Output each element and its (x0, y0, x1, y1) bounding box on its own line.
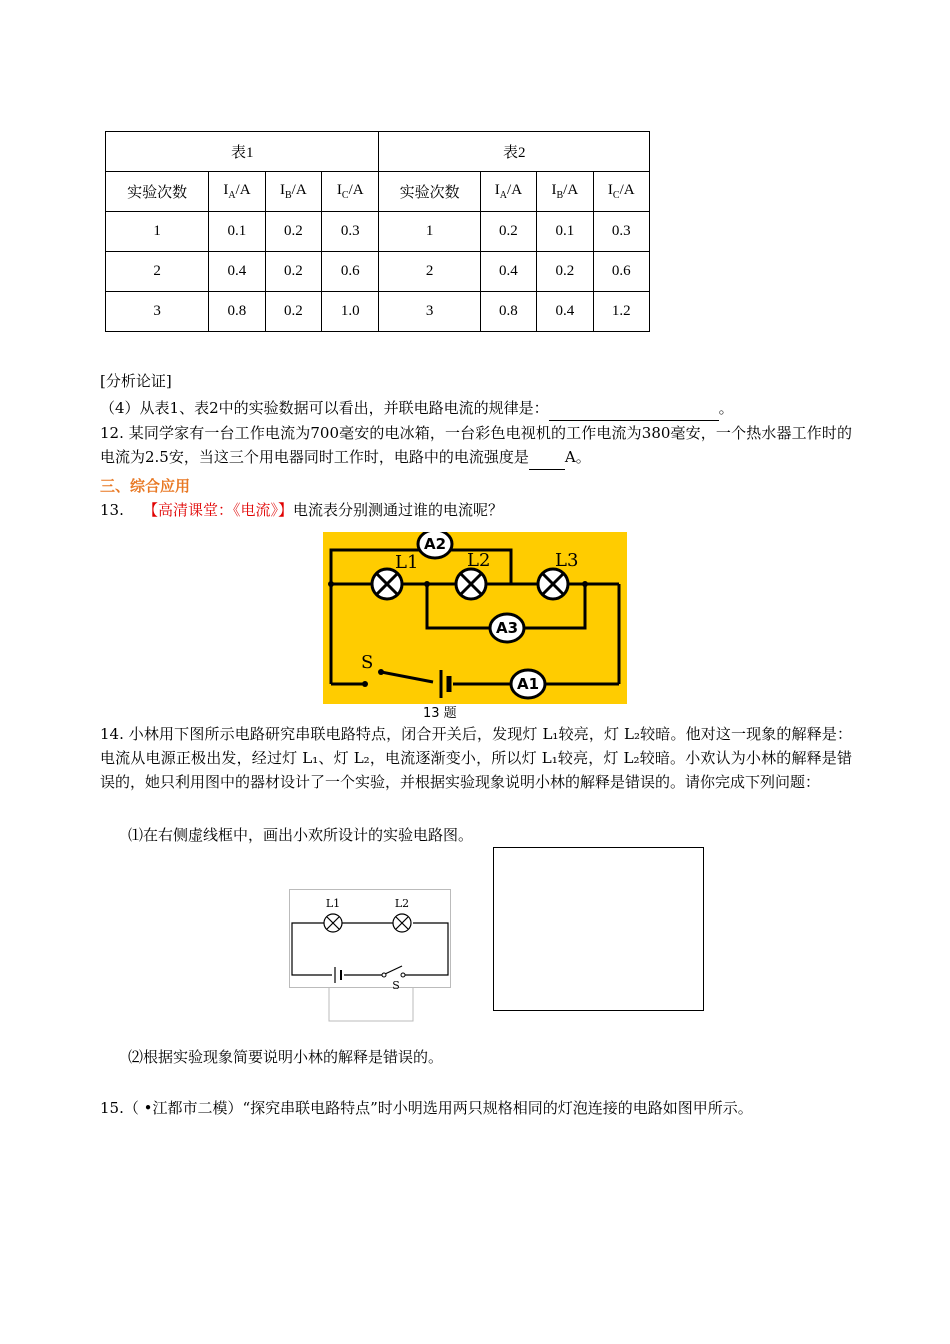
cell: 0.6 (322, 252, 379, 292)
cell: 0.3 (322, 212, 379, 252)
experiment-table (105, 131, 650, 332)
switch-label: S (361, 652, 374, 673)
table-header-row (106, 172, 650, 212)
table-row (106, 212, 650, 252)
cell: 1.2 (593, 292, 649, 332)
answer-blank[interactable] (549, 396, 719, 421)
analysis-heading: [分析论证] (100, 372, 172, 390)
question-4-text: （4）从表1、表2中的实验数据可以看出，并联电路电流的规律是： (100, 399, 549, 417)
answer-blank[interactable] (529, 445, 565, 470)
cell: 2 (106, 252, 209, 292)
question-14: 14. 小林用下图所示电路研究串联电路特点，闭合开关后，发现灯 L₁较亮，灯 L₂较暗。他对这一现象的解释是：电流从电源正极出发，经过灯 L₁、灯 L₂，电流逐渐变小，所以灯 L₁较亮，灯 L₂较暗。小欢认为小林的解释是错误的，她只利用图中的器材设计了一个实验，并根据实验现象说明小林的解释是错误的。请你完成下列问题： (100, 725, 852, 791)
cell: 2 (379, 252, 480, 292)
table-row (106, 292, 650, 332)
col-ia: $I_A/A$ (209, 172, 265, 212)
lamp-l3-icon (538, 569, 568, 599)
col-ia: $I_A/A$ (480, 172, 536, 212)
a1-label: A1 (516, 675, 540, 693)
question-13-number: 13. (100, 501, 124, 519)
cell: 3 (379, 292, 480, 332)
question-4 (100, 396, 734, 421)
circuit-figure-14 (289, 889, 452, 1023)
cell: 0.1 (209, 212, 265, 252)
question-4-end: 。 (718, 399, 734, 417)
cell: 0.2 (265, 252, 321, 292)
l2-label: L2 (467, 550, 491, 571)
circuit-figure-13 (323, 532, 627, 704)
l1-label: L1 (325, 897, 341, 910)
lamp-l1-icon (324, 914, 342, 932)
question-13-tag: 【高清课堂：《电流》】 (142, 501, 293, 519)
cell: 0.4 (537, 292, 593, 332)
question-14-part-2: ⑵根据实验现象简要说明小林的解释是错误的。 (128, 1048, 444, 1066)
col-ib: $I_B/A$ (265, 172, 321, 212)
a3-label: A3 (495, 619, 519, 637)
question-12-text: 12. 某同学家有一台工作电流为700毫安的电冰箱，一台彩色电视机的工作电流为380毫安，一个热水器工作时的电流为2.5安，当这三个用电器同时工作时，电路中的电流强度是 (100, 424, 852, 466)
col-ic: $I_C/A$ (322, 172, 379, 212)
lamp-l2-icon (456, 569, 486, 599)
cell: 1 (106, 212, 209, 252)
cell: 1 (379, 212, 480, 252)
cell: 0.8 (209, 292, 265, 332)
answer-drawing-box[interactable] (493, 847, 704, 1011)
col-trial: 实验次数 (106, 172, 209, 212)
cell: 0.6 (593, 252, 649, 292)
figure-13-caption: 13 题 (423, 706, 457, 721)
question-14-part-1: ⑴在右侧虚线框中，画出小欢所设计的实验电路图。 (128, 826, 474, 844)
question-13-text: 电流表分别测通过谁的电流呢？ (292, 501, 503, 519)
cell: 0.8 (480, 292, 536, 332)
cell: 0.3 (593, 212, 649, 252)
cell: 0.2 (265, 212, 321, 252)
col-trial: 实验次数 (379, 172, 480, 212)
question-15: 15.（ •江都市二模）“探究串联电路特点”时小明选用两只规格相同的灯泡连接的电路如图甲所示。 (100, 1099, 753, 1117)
lamp-l1-icon (372, 569, 402, 599)
question-12 (100, 421, 852, 470)
cell: 1.0 (322, 292, 379, 332)
cell: 3 (106, 292, 209, 332)
cell: 0.2 (537, 252, 593, 292)
question-13 (100, 498, 503, 522)
question-12-unit: A。 (564, 448, 591, 466)
cell: 0.2 (480, 212, 536, 252)
col-ib: $I_B/A$ (537, 172, 593, 212)
cell: 0.1 (537, 212, 593, 252)
lamp-l2-icon (393, 914, 411, 932)
table2-title: 表2 (379, 132, 650, 172)
l1-label: L1 (395, 552, 419, 573)
col-ic: $I_C/A$ (593, 172, 649, 212)
cell: 0.4 (209, 252, 265, 292)
switch-label: S (392, 979, 400, 992)
cell: 0.4 (480, 252, 536, 292)
l2-label: L2 (394, 897, 410, 910)
section-heading: 三、综合应用 (100, 477, 191, 495)
a2-label: A2 (423, 535, 447, 553)
cell: 0.2 (265, 292, 321, 332)
table1-title: 表1 (106, 132, 379, 172)
table-row (106, 252, 650, 292)
l3-label: L3 (555, 550, 579, 571)
